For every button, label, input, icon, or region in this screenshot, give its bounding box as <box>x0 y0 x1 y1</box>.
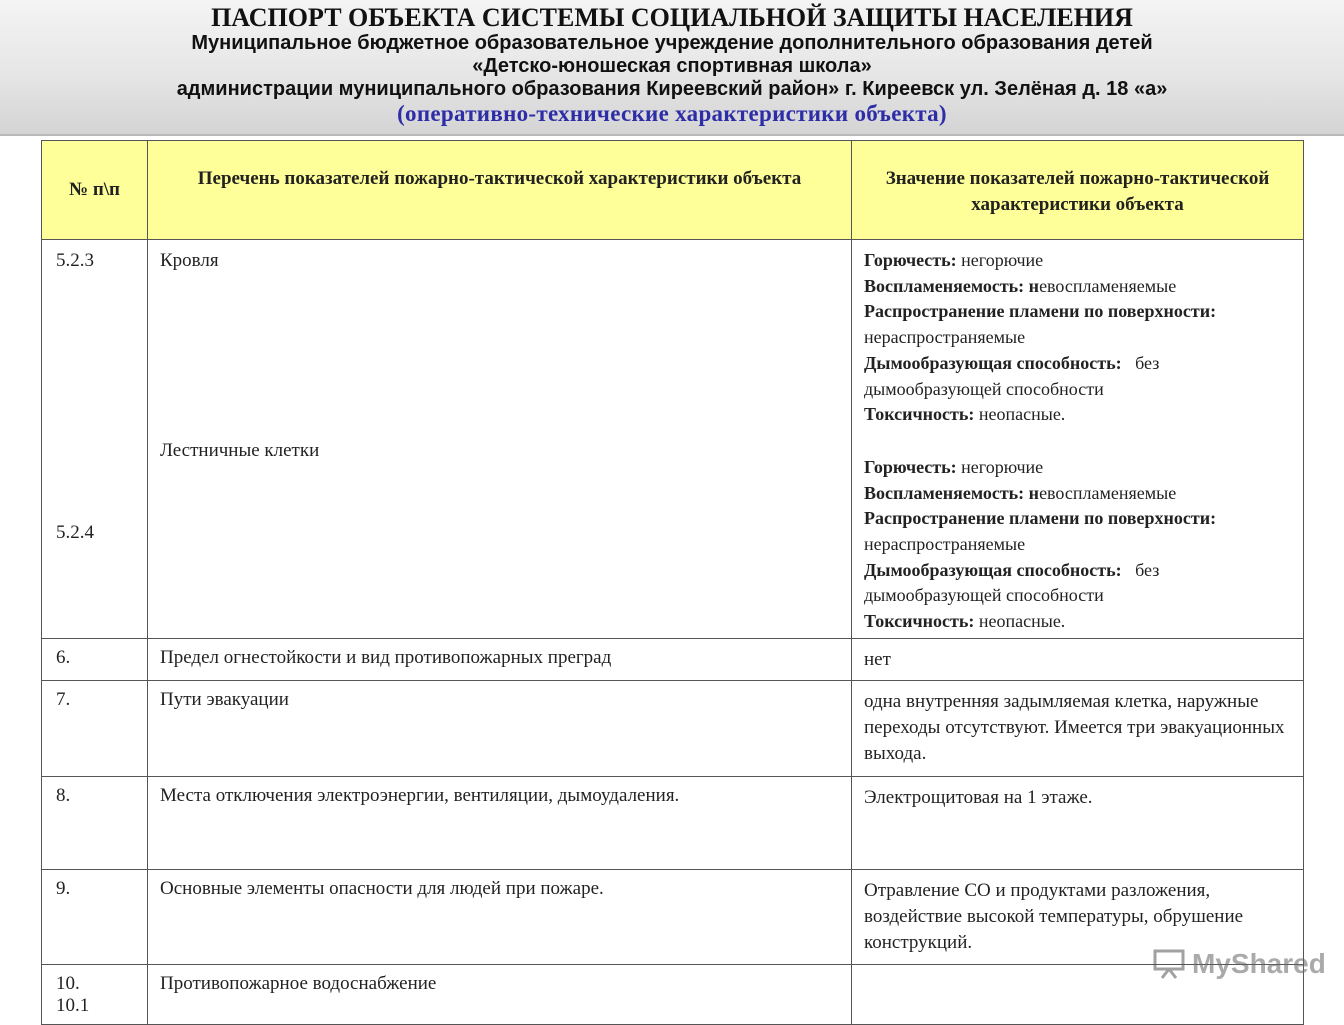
watermark <box>1152 944 1326 984</box>
prop-label: Воспламеняемость: н <box>864 482 1040 503</box>
row-name: Места отключения электроэнергии, вентиляции, дымоудаления. <box>148 777 852 870</box>
header-value <box>852 141 1304 240</box>
prop-value: неопасные. <box>974 404 1066 425</box>
prop-value: нераспространяемые <box>864 327 1026 348</box>
prop-value: негорючие <box>956 250 1044 270</box>
table-row <box>42 870 1304 965</box>
characteristics-table <box>41 140 1304 1025</box>
prop-label: Горючесть: <box>864 250 957 270</box>
prop-label: Токсичность: <box>864 611 975 632</box>
prop-value: дымообразующей способности <box>864 378 1104 399</box>
table-header-row <box>42 141 1304 240</box>
prop-label: Дымообразующая способность: <box>864 352 1122 373</box>
prop-label: Токсичность: <box>864 404 975 425</box>
org-line-2: «Детско-юношеская спортивная школа» <box>472 55 872 77</box>
row-value: Электрощитовая на 1 этаже. <box>852 777 1304 870</box>
watermark-text: MyShared <box>1192 948 1326 979</box>
table-row <box>42 681 1304 777</box>
props-block-roof <box>864 248 1295 428</box>
table-row <box>42 240 1304 639</box>
row-name: Основные элементы опасности для людей при пожаре. <box>148 870 852 965</box>
row-num: 5.2.3 <box>56 250 94 271</box>
row-num-cell <box>42 965 148 1025</box>
row-name: Кровля <box>160 250 219 271</box>
table-row <box>42 965 1304 1025</box>
row-num-cell <box>42 240 148 639</box>
header-list <box>148 141 852 240</box>
header-list-text: Перечень показателей пожарно-тактической характеристики объекта <box>197 168 802 189</box>
row-value: нет <box>852 639 1304 681</box>
row-num: 8. <box>42 777 148 870</box>
prop-value: евоспламеняемые <box>1039 482 1177 503</box>
page-subtitle: (оперативно-технические характеристики объекта) <box>397 101 947 126</box>
table-row <box>42 777 1304 870</box>
row-num: 5.2.4 <box>56 522 94 543</box>
row-name: Лестничные клетки <box>160 440 320 461</box>
prop-value: негорючие <box>956 456 1044 477</box>
row-name-cell <box>148 240 852 639</box>
header-value-text: Значение показателей пожарно-тактической характеристики объекта <box>885 168 1270 215</box>
row-num: 9. <box>42 870 148 965</box>
props-block-stairs <box>864 455 1295 635</box>
prop-value: без <box>1121 352 1160 373</box>
prop-value: дымообразующей способности <box>864 585 1104 606</box>
org-line-1: Муниципальное бюджетное образовательное учреждение дополнительного образования детей <box>191 32 1153 54</box>
org-line-3: администрации муниципального образования Киреевский район» г. Киреевск ул. Зелёная д. 18 «а» <box>176 78 1168 100</box>
row-name: Противопожарное водоснабжение <box>148 965 852 1025</box>
row-num: 10.1 <box>56 995 90 1016</box>
row-value: одна внутренняя задымляемая клетка, наружные переходы отсутствуют. Имеется три эвакуационных выхода. <box>852 681 1304 777</box>
prop-value: без <box>1121 559 1160 580</box>
page-title: ПАСПОРТ ОБЪЕКТА СИСТЕМЫ СОЦИАЛЬНОЙ ЗАЩИТЫ НАСЕЛЕНИЯ <box>211 3 1133 32</box>
presentation-icon <box>1152 947 1186 981</box>
prop-label: Горючесть: <box>864 456 957 477</box>
row-num: 7. <box>42 681 148 777</box>
row-num: 10. <box>56 973 80 994</box>
header-num: № п\п <box>42 141 148 240</box>
prop-value: нераспространяемые <box>864 534 1026 555</box>
prop-label: Распространение пламени по поверхности: <box>864 301 1217 322</box>
table-row <box>42 639 1304 681</box>
prop-label: Воспламеняемость: н <box>864 275 1040 296</box>
slide-header <box>0 0 1344 136</box>
row-value: Отравление СО и продуктами разложения, воздействие высокой температуры, обрушение конструкций. <box>852 870 1304 965</box>
prop-value: евоспламеняемые <box>1039 275 1177 296</box>
prop-label: Распространение пламени по поверхности: <box>864 508 1217 529</box>
row-value-cell <box>852 240 1304 639</box>
row-name: Пути эвакуации <box>148 681 852 777</box>
row-name: Предел огнестойкости и вид противопожарных преград <box>148 639 852 681</box>
row-num: 6. <box>42 639 148 681</box>
prop-value: неопасные. <box>974 611 1066 632</box>
prop-label: Дымообразующая способность: <box>864 559 1122 580</box>
